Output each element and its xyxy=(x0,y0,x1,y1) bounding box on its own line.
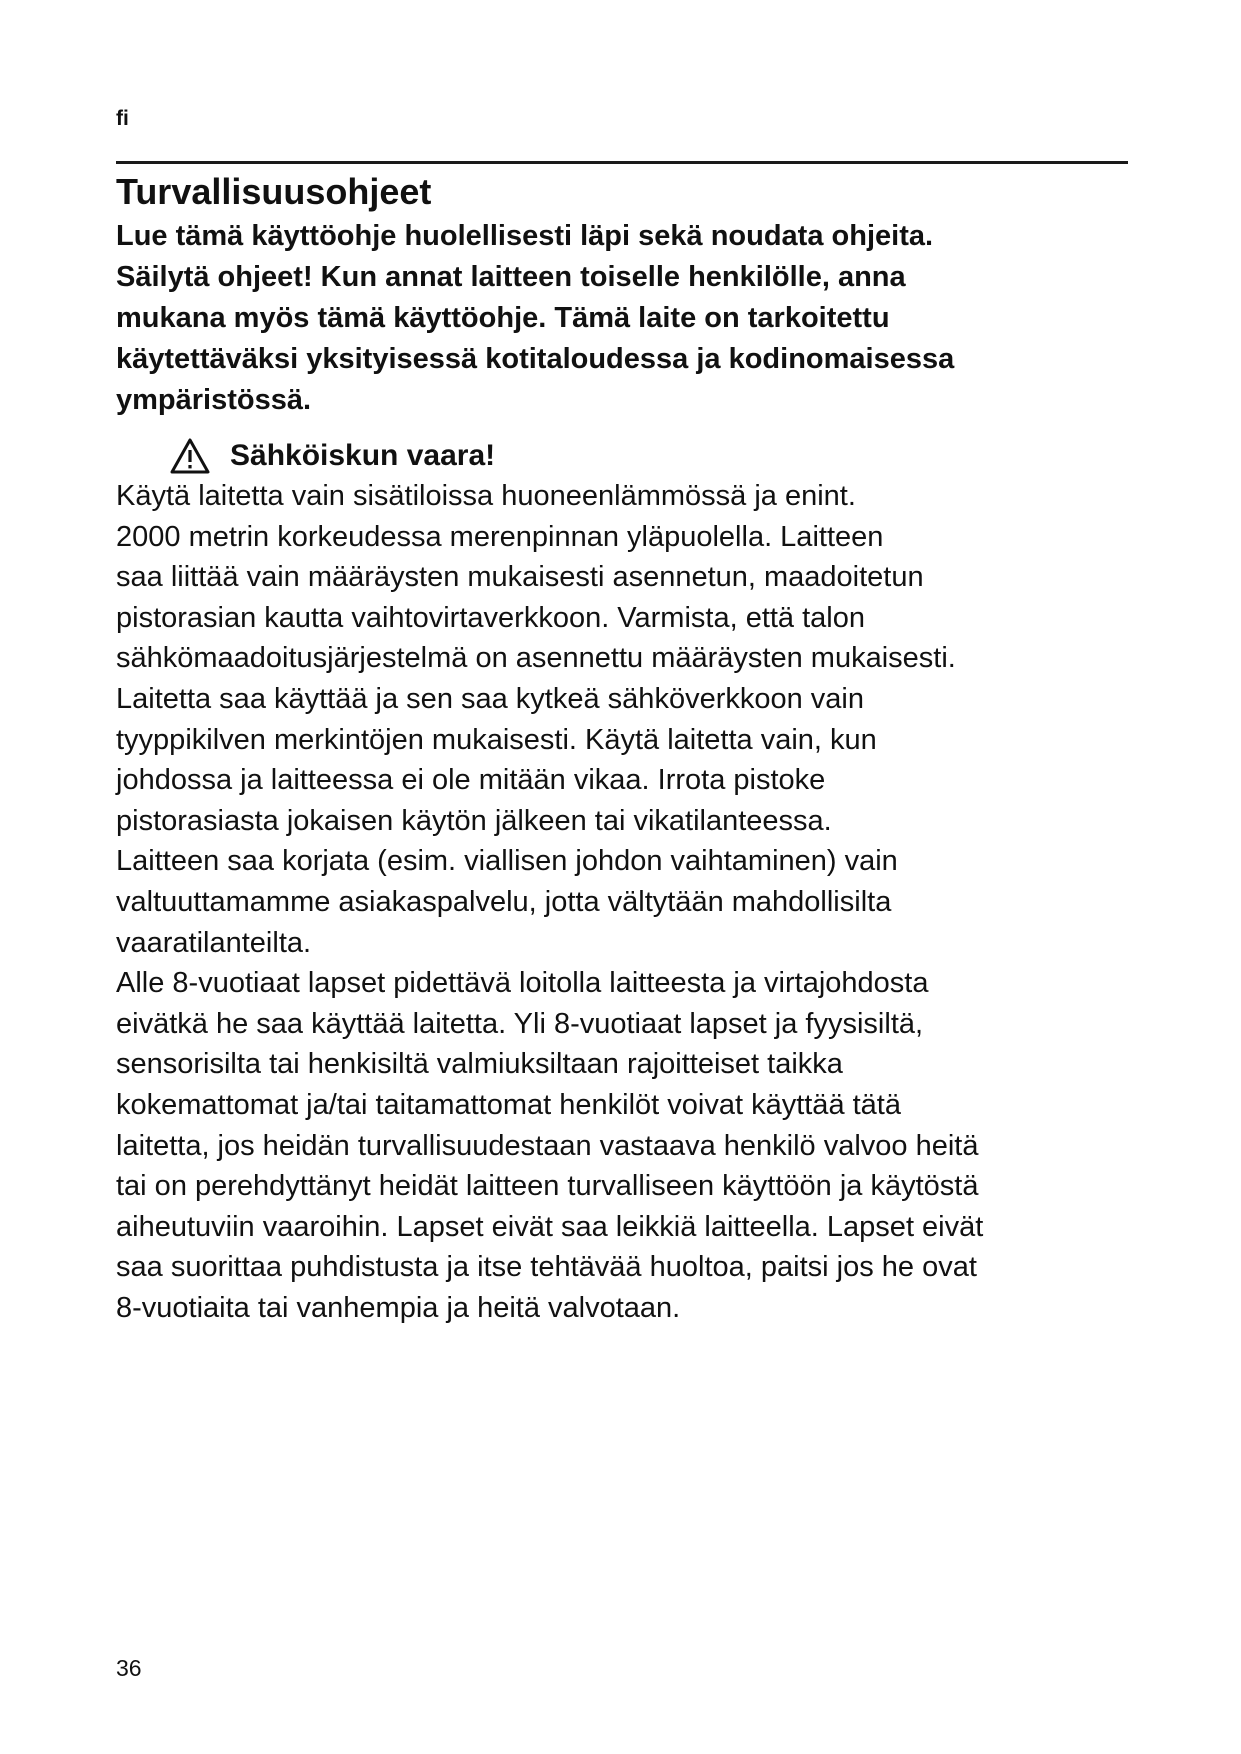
body-line: 2000 metrin korkeudessa merenpinnan yläpuolella. Laitteen xyxy=(116,520,884,553)
body-line: Laitetta saa käyttää ja sen saa kytkeä sähköverkkoon vain xyxy=(116,682,864,715)
intro-paragraph xyxy=(116,216,1146,421)
body-line: Käytä laitetta vain sisätiloissa huoneenlämmössä ja enint. xyxy=(116,480,856,512)
body-line: johdossa ja laitteessa ei ole mitään vikaa. Irrota pistoke xyxy=(116,764,826,797)
intro-line: Säilytä ohjeet! Kun annat laitteen toiselle henkilölle, anna xyxy=(116,261,906,293)
body-line: saa suorittaa puhdistusta ja itse tehtävää huoltoa, paitsi jos he ovat xyxy=(116,1251,977,1284)
warning-triangle-icon xyxy=(170,438,210,474)
body-line: valtuuttamamme asiakaspalvelu, jotta vältytään mahdollisilta xyxy=(116,885,892,918)
safety-body-text xyxy=(116,476,1146,1328)
body-line: Alle 8-vuotiaat lapset pidettävä loitolla laitteesta ja virtajohdosta xyxy=(116,967,929,1000)
body-line: tai on perehdyttänyt heidät laitteen turvalliseen käyttöön ja käytöstä xyxy=(116,1170,979,1203)
header-divider xyxy=(116,161,1128,164)
section-title: Turvallisuusohjeet xyxy=(116,171,432,212)
body-line: eivätkä he saa käyttää laitetta. Yli 8-vuotiaat lapset ja fyysisiltä, xyxy=(116,1007,924,1040)
body-line: sähkömaadoitusjärjestelmä on asennettu määräysten mukaisesti. xyxy=(116,642,956,675)
intro-line: Lue tämä käyttöohje huolellisesti läpi sekä noudata ohjeita. xyxy=(116,220,934,252)
body-line: 8-vuotiaita tai vanhempia ja heitä valvotaan. xyxy=(116,1291,681,1324)
body-line: sensorisilta tai henkisiltä valmiuksiltaan rajoitteiset taikka xyxy=(116,1048,843,1081)
body-line: pistorasian kautta vaihtovirtaverkkoon. Varmista, että talon xyxy=(116,601,866,634)
body-line: saa liittää vain määräysten mukaisesti asennetun, maadoitetun xyxy=(116,561,924,594)
body-line: aiheutuviin vaaroihin. Lapset eivät saa leikkiä laitteella. Lapset eivät xyxy=(116,1210,984,1243)
page-number: 36 xyxy=(116,1655,142,1681)
body-line: kokemattomat ja/tai taitamattomat henkilöt voivat käyttää tätä xyxy=(116,1088,901,1121)
intro-line: ympäristössä. xyxy=(116,384,312,416)
body-line: tyyppikilven merkintöjen mukaisesti. Käytä laitetta vain, kun xyxy=(116,723,877,756)
body-line: laitetta, jos heidän turvallisuudestaan vastaava henkilö valvoo heitä xyxy=(116,1129,979,1162)
intro-line: mukana myös tämä käyttöohje. Tämä laite on tarkoitettu xyxy=(116,302,890,334)
body-line: pistorasiasta jokaisen käytön jälkeen tai vikatilanteessa. xyxy=(116,804,832,837)
language-code: fi xyxy=(116,107,129,130)
body-line: vaaratilanteilta. xyxy=(116,926,312,959)
warning-title: Sähköiskun vaara! xyxy=(230,439,496,472)
body-line: Laitteen saa korjata (esim. viallisen johdon vaihtaminen) vain xyxy=(116,845,898,878)
intro-line: käytettäväksi yksityisessä kotitaloudessa ja kodinomaisessa xyxy=(116,343,955,375)
warning-heading xyxy=(170,436,495,476)
